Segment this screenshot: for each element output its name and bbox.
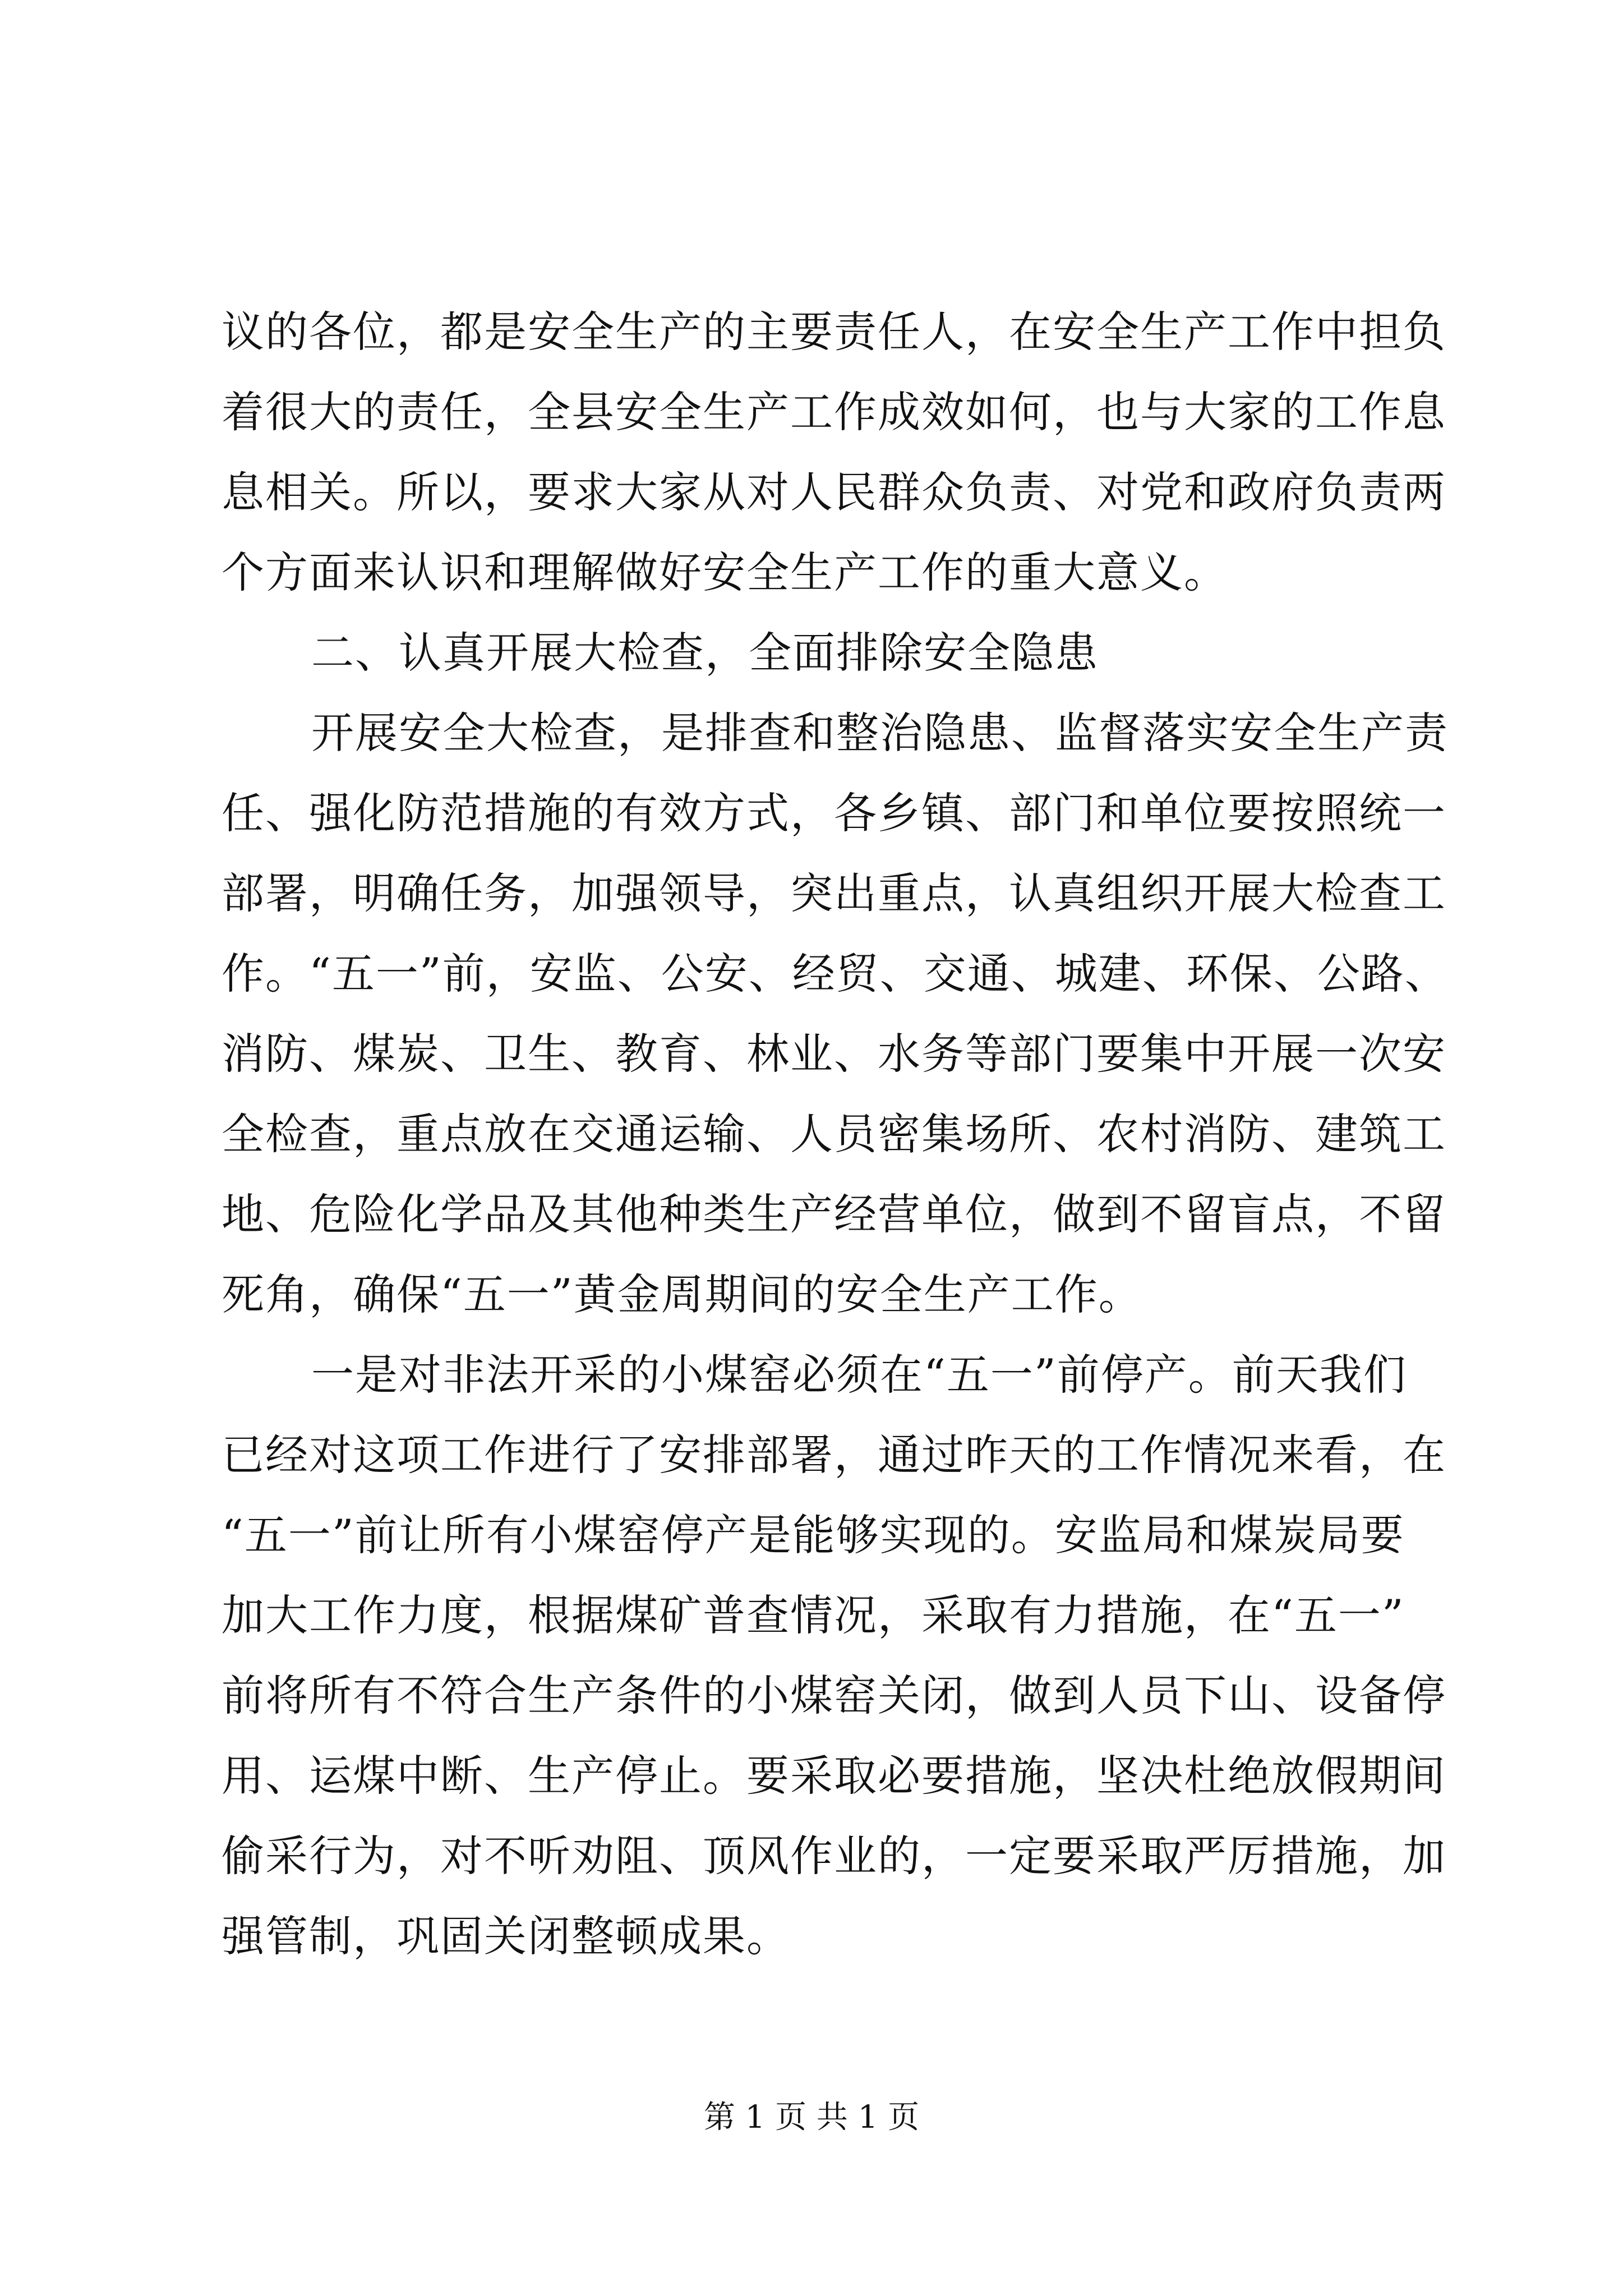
- body-line: 部署，明确任务，加强领导，突出重点，认真组织开展大检查工: [222, 868, 1446, 918]
- body-line: 息相关。所以，要求大家从对人民群众负责、对党和政府负责两: [222, 467, 1446, 517]
- body-line: 着很大的责任，全县安全生产工作成效如何，也与大家的工作息: [222, 387, 1446, 437]
- body-line: 议的各位，都是安全生产的主要责任人，在安全生产工作中担负: [222, 307, 1446, 357]
- body-line: 加大工作力度，根据煤矿普查情况，采取有力措施，在“五一”: [222, 1590, 1405, 1640]
- document-body: [222, 292, 1449, 1976]
- body-line: 任、强化防范措施的有效方式，各乡镇、部门和单位要按照统一: [222, 788, 1446, 838]
- body-line: 已经对这项工作进行了安排部署，通过昨天的工作情况来看，在: [222, 1430, 1446, 1480]
- body-line: 前将所有不符合生产条件的小煤窑关闭，做到人员下山、设备停: [222, 1671, 1446, 1720]
- body-line: 开展安全大检查，是排查和整治隐患、监督落实安全生产责: [311, 708, 1449, 758]
- section-heading: 二、认真开展大检查，全面排除安全隐患: [311, 628, 1099, 678]
- body-line: 个方面来认识和理解做好安全生产工作的重大意义。: [222, 547, 1228, 597]
- body-line: 强管制，巩固关闭整顿成果。: [222, 1911, 790, 1961]
- body-line: 一是对非法开采的小煤窑必须在“五一”前停产。前天我们: [311, 1350, 1407, 1400]
- body-line: 消防、煤炭、卫生、教育、林业、水务等部门要集中开展一次安: [222, 1029, 1446, 1079]
- page-number-footer: 第 1 页 共 1 页: [703, 2099, 920, 2136]
- body-line: 用、运煤中断、生产停止。要采取必要措施，坚决杜绝放假期间: [222, 1751, 1446, 1801]
- body-line: “五一”前让所有小煤窑停产是能够实现的。安监局和煤炭局要: [222, 1510, 1405, 1560]
- body-line: 死角，确保“五一”黄金周期间的安全生产工作。: [222, 1269, 1142, 1319]
- body-line: 地、危险化学品及其他种类生产经营单位，做到不留盲点，不留: [222, 1189, 1446, 1239]
- body-line: 全检查，重点放在交通运输、人员密集场所、农村消防、建筑工: [222, 1109, 1446, 1159]
- body-line: 偷采行为，对不听劝阻、顶风作业的，一定要采取严厉措施，加: [222, 1831, 1446, 1881]
- body-line: 作。“五一”前，安监、公安、经贸、交通、城建、环保、公路、: [222, 949, 1449, 999]
